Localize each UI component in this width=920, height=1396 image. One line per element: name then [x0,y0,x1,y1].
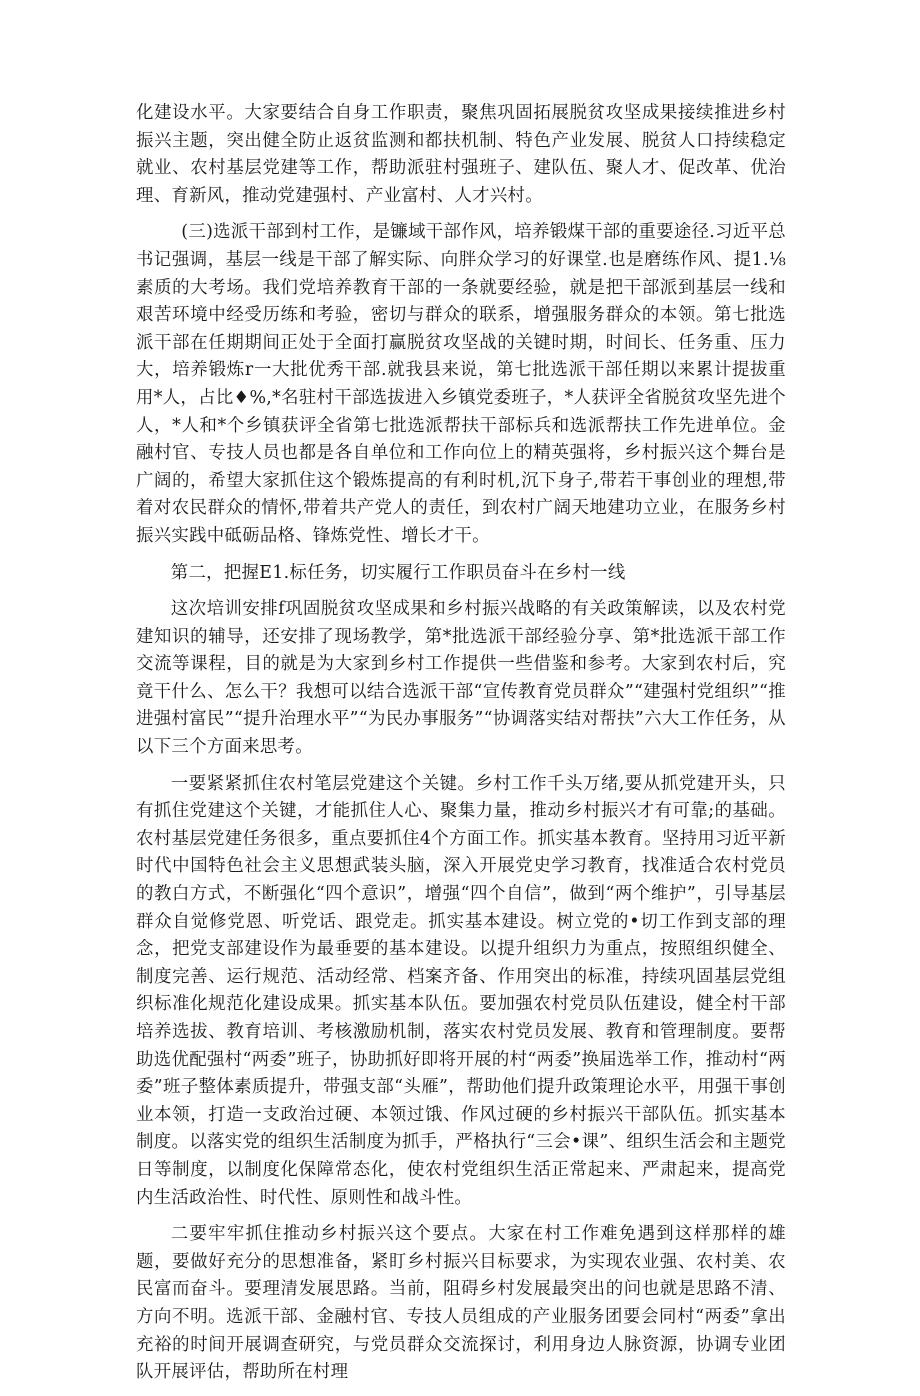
paragraph-section-three: (三)选派干部到村工作，是镰域干部作风，培养锻煤干部的重要途径.习近平总书记强调，基层一线是干部了解实际、向胖众学习的好课堂.也是磨练作风、提1.⅛素质的大考场。我们党培养教育干部的一条就要经验，就是把干部派到基层一线和艰苦环境中经受历练和考验，密切与群众的联系，增强服务群众的本领。第七批选派干部在任期期间正处于全面打赢脱贫攻坚战的关键时期，时间长、任务重、压力大，培养锻炼r一大批优秀干部.就我县来说，第七批选派干部任期以来累计提拔重用*人，占比♦%,*名驻村干部选拔进入乡镇党委班子，*人获评全省脱贫攻坚先进个人，*人和*个乡镇获评全省第七批选派帮扶干部标兵和选派帮扶工作先进单位。金融村官、专技人员也都是各自单位和工作向位上的精英强将，乡村振兴这个舞台是广阔的，希望大家抓住这个锻炼提高的有利时机,沉下身子,带若干事创业的理想,带着对农民群众的情怀,带着共产党人的责任，到农村广阔天地建功立业，在服务乡村振兴实践中砥砺品格、锋炼党性、增长才干。 [136,222,786,546]
paragraph-continuation: 化建设水平。大家要结合自身工作职责，聚焦巩固拓展脱贫攻坚成果接续推进乡村振兴主题，突出健全防止返贫监测和都扶机制、特色产业发展、脱贫人口持续稳定就业、农村基层党建等工作，帮助派驻村强班子、建队伍、聚人才、促改革、优治理、育新风，推动党建强村、产业富村、人才兴村。 [136,103,786,206]
paragraph-party-building: 一要紧紧抓住农村笔层党建这个关键。乡村工作千头万绪,要从抓党建开头，只有抓住党建这个关键，才能抓住人心、聚集力量，推动乡村振兴才有可靠;的基础。农村基层党建任务很多，重点要抓住4个方面工作。抓实基本教育。坚持用习近平新时代中国特色社会主义思想武装头脑，深入开展党史学习教育，找准适合农村党员的教白方式，不断强化“四个意识”，增强“四个自信”，做到“两个维护”，引导基层群众自觉修党恩、听党话、跟党走。抓实基本建设。树立党的•切工作到支部的理念，把党支部建设作为最垂要的基本建设。以提升组织力为重点，按照组织健全、制度完善、运行规范、活动经常、档案齐备、作用突出的标准，持续巩固基层党组织标准化规范化建设成果。抓实基本队伍。要加强农村党员队伍建设，健全村干部培养选拔、教育培训、考核激励机制，落实农村党员发展、教育和管理制度。要帮助选优配强村“两委”班子，协助抓好即将开展的村“两委”换届选举工作，推动村“两委”班子整体素质提升，带强支部“头雁”，帮助他们提升政策理论水平，用强干事创业本领，打造一支政治过硬、本领过饿、作风过硬的乡村振兴干部队伍。抓实基本制度。以落实党的组织生活制度为抓手，严格执行“三会•课”、组织生活会和主题党日等制度，以制度化保障常态化，使农村党组织生活正常起来、严肃起来，提高党内生活政治性、时代性、原则性和战斗性。 [136,773,786,1208]
paragraph-training-arrangement: 这次培训安排f巩固脱贫攻坚成果和乡村振兴战略的有关政策解读，以及农村党建知识的辅导，还安排了现场教学，第*批选派干部经验分享、第*批选派干部工作交流等课程，目的就是为大家到乡村工作提供一些借鉴和参考。大家到农村后，究竟干什么、怎么干？我想可以结合选派干部“宣传教育党员群众”“建强村党组织”“推进强村富民”“提升治理水平”“为民办事服务”“协调落实结对帮扶”六大工作任务，从以下三个方面来思考。 [136,599,786,758]
section-heading-two: 第二，把握E1.标任务，切实履行工作职员奋斗在乡村一线 [170,562,626,583]
paragraph-rural-revitalization: 二要牢牢抓住推动乡村振兴这个要点。大家在村工作难免遇到这样那样的雄题，要做好充分的思想准备，紧盯乡村振兴目标要求，为实现农业强、农村美、农民富而奋斗。要理清发展思路。当前，阻碍乡村发展最突出的问也就是思路不清、方向不明。选派干部、金融村官、专技人员组成的产业服务团要会同村“两委”拿出充裕的时间开展调查研究，与党员群众交流探讨，利用身边人脉资源，协调专业团队开展评估，帮助所在村理 [136,1224,786,1383]
document-page [136,100,786,1396]
